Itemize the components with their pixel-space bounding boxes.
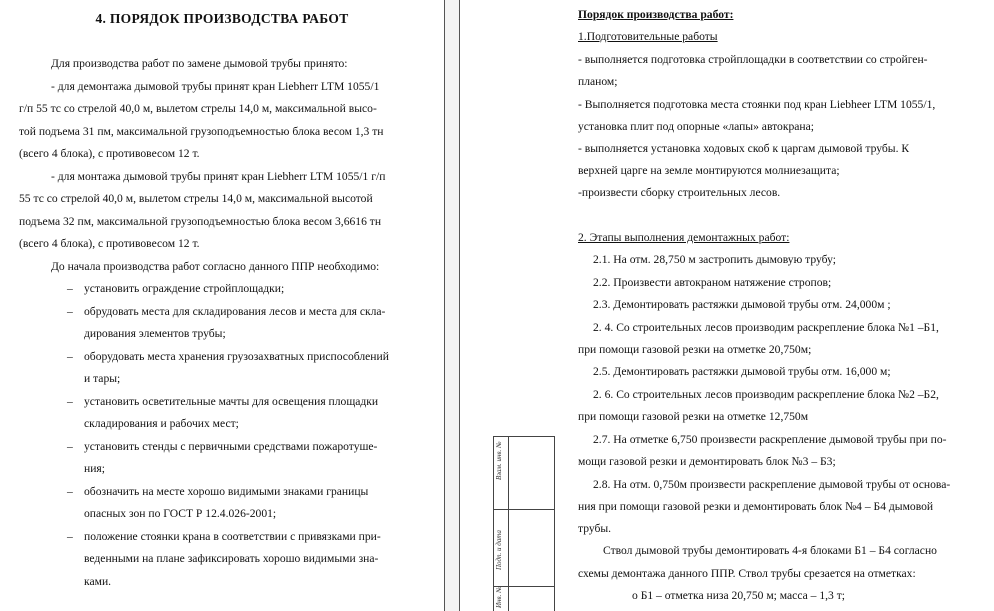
text-line: - Выполняется подготовка места стоянки под кран Liebheer LTM 1055/1,	[578, 98, 936, 111]
left-page	[0, 0, 444, 611]
text-line: Для производства работ по замене дымовой трубы принято:	[51, 57, 348, 70]
text-line: Ствол дымовой трубы демонтировать 4-я блоками Б1 – Б4 согласно	[603, 544, 937, 557]
bullet-text: и тары;	[84, 372, 121, 385]
text-line: -произвести сборку строительных лесов.	[578, 186, 781, 199]
bullet-text: обозначить на месте хорошо видимыми знаками границы	[84, 485, 369, 498]
text-line: 2.8. На отм. 0,750м произвести раскрепление дымовой трубы от основа-	[593, 478, 951, 491]
bullet-dash: –	[67, 350, 73, 363]
text-line: при помощи газовой резки на отметке 20,750м;	[578, 343, 812, 356]
text-line: той подъема 31 пм, максимальной грузоподъемностью блока весом 1,3 тн	[19, 125, 384, 138]
bullet-text: опасных зон по ГОСТ Р 12.4.026-2001;	[84, 507, 277, 520]
section-title: 4. ПОРЯДОК ПРОИЗВОДСТВА РАБОТ	[95, 11, 349, 26]
page-heading: Порядок производства работ:	[578, 8, 734, 21]
bullet-dash: –	[67, 305, 73, 318]
page-border	[444, 0, 445, 611]
text-line: - выполняется установка ходовых скоб к царгам дымовой трубы. К	[578, 142, 910, 155]
text-line: 2.1. На отм. 28,750 м застропить дымовую трубу;	[593, 253, 836, 266]
text-line: - для демонтажа дымовой трубы принят кран Liebherr LTM 1055/1	[51, 80, 380, 93]
bullet-dash: –	[67, 530, 73, 543]
text-line: г/п 55 тс со стрелой 40,0 м, вылетом стрелы 14,0 м, максимальной высо-	[19, 102, 377, 115]
text-line: До начала производства работ согласно данного ППР необходимо:	[51, 260, 380, 273]
stamp-divider	[508, 436, 509, 611]
right-page	[460, 0, 994, 611]
bullet-text: установить ограждение стройплощадки;	[84, 282, 285, 295]
stamp-label: Инв. №	[495, 586, 503, 608]
text-line: планом;	[578, 75, 618, 88]
bullet-text: оборудовать места хранения грузозахватных приспособлений	[84, 350, 389, 363]
text-line: схемы демонтажа данного ППР. Ствол трубы срезается на отметках:	[578, 567, 916, 580]
text-line: при помощи газовой резки на отметке 12,750м	[578, 410, 809, 423]
text-line: о Б1 – отметка низа 20,750 м; масса – 1,3 т;	[632, 589, 846, 602]
bullet-text: установить осветительные мачты для освещения площадки	[84, 395, 379, 408]
text-line: 2.3. Демонтировать растяжки дымовой трубы отм. 24,000м ;	[593, 298, 891, 311]
stamp-label: Взам. инв. №	[495, 441, 503, 480]
bullet-text: веденными на плане зафиксировать хорошо видимыми зна-	[84, 552, 379, 565]
text-line: мощи газовой резки и демонтировать блок №3 – Б3;	[578, 455, 836, 468]
section-heading: 2. Этапы выполнения демонтажных работ:	[578, 231, 790, 244]
text-line: (всего 4 блока), с противовесом 12 т.	[19, 147, 200, 160]
text-line: ния при помощи газовой резки и демонтировать блок №4 – Б4 дымовой	[578, 500, 934, 513]
bullet-text: установить стенды с первичными средствами пожаротуше-	[84, 440, 378, 453]
text-line: (всего 4 блока), с противовесом 12 т.	[19, 237, 200, 250]
text-line: верхней царге на земле монтируются молниезащита;	[578, 164, 840, 177]
text-line: 55 тс со стрелой 40,0 м, вылетом стрелы 14,0 м, максимальной высотой	[19, 192, 373, 205]
stamp-divider	[493, 436, 555, 437]
bullet-text: ками.	[84, 575, 112, 588]
section-heading: 1.Подготовительные работы	[578, 30, 718, 43]
bullet-text: обрудовать места для складирования лесов и места для скла-	[84, 305, 386, 318]
text-line: 2.5. Демонтировать растяжки дымовой трубы отм. 16,000 м;	[593, 365, 891, 378]
bullet-text: дирования элементов трубы;	[84, 327, 226, 340]
bullet-dash: –	[67, 282, 73, 295]
bullet-text: складирования и рабочих мест;	[84, 417, 239, 430]
text-line: - выполняется подготовка стройплощадки в соответствии со стройген-	[578, 53, 928, 66]
text-line: 2. 6. Со строительных лесов производим раскрепление блока №2 –Б2,	[593, 388, 939, 401]
text-line: трубы.	[578, 522, 612, 535]
bullet-dash: –	[67, 395, 73, 408]
stamp-divider	[554, 436, 555, 611]
stamp-label: Подп. и дата	[495, 530, 503, 570]
text-line: 2.2. Произвести автокраном натяжение стропов;	[593, 276, 832, 289]
bullet-text: ния;	[84, 462, 105, 475]
page-gutter	[444, 0, 460, 611]
stamp-divider	[493, 509, 555, 510]
text-line: - для монтажа дымовой трубы принят кран Liebherr LTM 1055/1 г/п	[51, 170, 386, 183]
bullet-dash: –	[67, 440, 73, 453]
text-line: 2. 4. Со строительных лесов производим раскрепление блока №1 –Б1,	[593, 321, 939, 334]
bullet-dash: –	[67, 485, 73, 498]
text-line: подъема 32 пм, максимальной грузоподъемностью блока весом 3,6616 тн	[19, 215, 382, 228]
text-line: 2.7. На отметке 6,750 произвести раскрепление дымовой трубы при по-	[593, 433, 947, 446]
text-line: установка плит под опорные «лапы» автокрана;	[578, 120, 814, 133]
bullet-text: положение стоянки крана в соответствии с привязками при-	[84, 530, 381, 543]
